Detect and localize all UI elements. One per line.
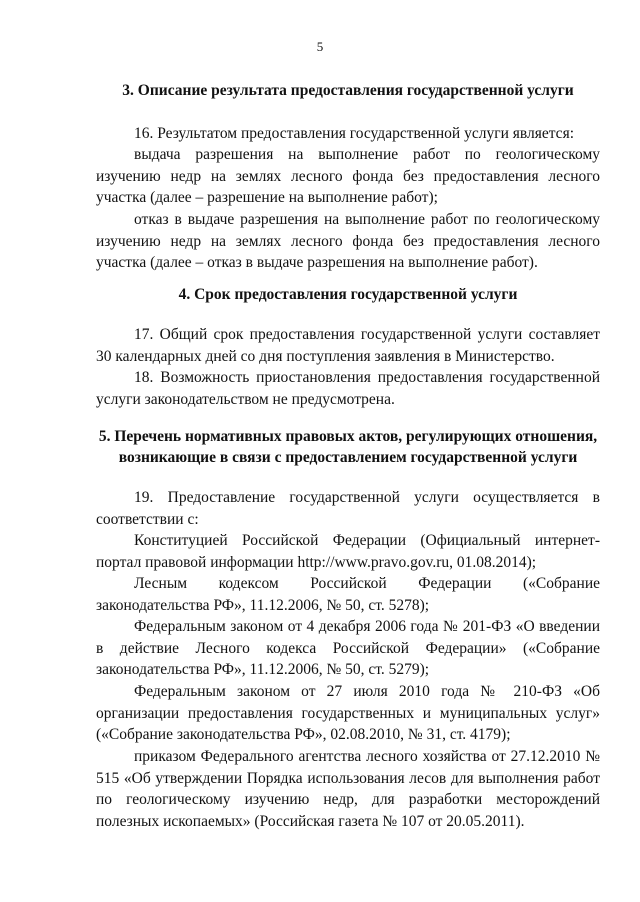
law-201-fz-item: Федеральным законом от 4 декабря 2006 года № 201-ФЗ «О введении в действие Лесного кодекса Российской Федерации» («Собрание законодательства РФ», 11.12.2006, № 50, ст. 5279);: [96, 618, 600, 678]
paragraph-18: 18. Возможность приостановления предоставления государственной услуги законодательством не предусмотрена.: [96, 369, 600, 408]
section-5-heading-line-2: возникающие в связи с предоставлением государственной услуги: [118, 449, 578, 466]
result-permit-item: выдача разрешения на выполнение работ по геологическому изучению недр на землях лесного фонда без предоставления лесного участка (далее – разрешение на выполнение работ);: [96, 146, 600, 206]
paragraph-17: 17. Общий срок предоставления государственной услуги составляет 30 календарных дней со дня поступления заявления в Министерство.: [96, 326, 600, 365]
paragraph-19: 19. Предоставление государственной услуги осуществляется в соответствии с:: [96, 489, 600, 528]
section-3-heading: 3. Описание результата предоставления государственной услуги: [122, 82, 574, 99]
forest-code-item: Лесным кодексом Российской Федерации («Собрание законодательства РФ», 11.12.2006, № 50, ст. 5278);: [96, 575, 600, 614]
constitution-item: Конституцией Российской Федерации (Официальный интернет-портал правовой информации http://www.pravo.gov.ru, 01.08.2014);: [96, 532, 600, 571]
paragraph-16: 16. Результатом предоставления государственной услуги является:: [134, 125, 575, 142]
section-5-heading-line-1: 5. Перечень нормативных правовых актов, регулирующих отношения,: [98, 428, 598, 445]
page-number: 5: [316, 39, 324, 54]
result-refusal-item: отказ в выдаче разрешения на выполнение работ по геологическому изучению недр на землях лесного фонда без предоставления лесного участка (далее – отказ в выдаче разрешения на выполнение работ).: [96, 211, 600, 271]
order-515-item: приказом Федерального агентства лесного хозяйства от 27.12.2010 № 515 «Об утверждении Порядка использования лесов для выполнения работ по геологическому изучению недр, для разработки месторождений полезных ископаемых» (Российская газета № 107 от 20.05.2011).: [96, 748, 600, 830]
law-210-fz-item: Федеральным законом от 27 июля 2010 года № 210-ФЗ «Об организации предоставления государственных и муниципальных услуг» («Собрание законодательства РФ», 02.08.2010, № 31, ст. 4179);: [96, 683, 600, 743]
section-4-heading: 4. Срок предоставления государственной услуги: [178, 286, 518, 303]
